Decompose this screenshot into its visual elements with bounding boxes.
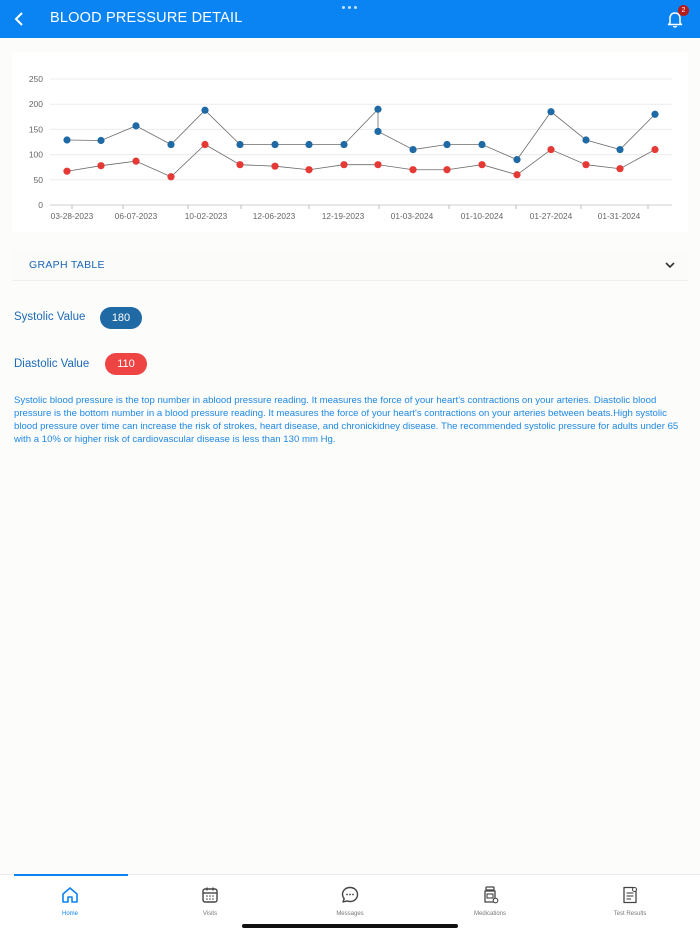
systolic-data-point [201, 107, 208, 114]
document-icon [620, 885, 640, 905]
systolic-data-point [478, 141, 485, 148]
systolic-data-point [305, 141, 312, 148]
diastolic-data-point [513, 171, 520, 178]
diastolic-data-point [97, 162, 104, 169]
tab-visits[interactable] [160, 875, 260, 925]
systolic-label: Systolic Value [14, 311, 86, 323]
graph-table-label: GRAPH TABLE [29, 259, 105, 271]
systolic-data-point [513, 156, 520, 163]
systolic-data-point [582, 136, 589, 143]
tab-messages-label: Messages [336, 911, 364, 917]
diastolic-data-point [201, 141, 208, 148]
blood-pressure-chart [12, 52, 688, 232]
graph-table-toggle[interactable] [12, 250, 688, 281]
tab-test-results[interactable] [580, 875, 680, 925]
diastolic-data-point [547, 146, 554, 153]
y-tick-label: 0 [38, 200, 43, 210]
systolic-data-point [374, 106, 381, 113]
systolic-data-point [167, 141, 174, 148]
x-tick-label: 01-27-2024 [529, 211, 573, 221]
systolic-data-point [271, 141, 278, 148]
x-tick-label: 03-28-2023 [50, 211, 94, 221]
diastolic-data-point [63, 168, 70, 175]
chevron-left-icon [13, 11, 25, 27]
notification-badge: 2 [678, 5, 689, 16]
x-tick-label: 01-10-2024 [460, 211, 504, 221]
diastolic-data-point [478, 161, 485, 168]
x-tick-label: 12-19-2023 [321, 211, 365, 221]
x-tick-label: 01-31-2024 [597, 211, 641, 221]
tab-messages[interactable] [300, 875, 400, 925]
x-tick-label: 10-02-2023 [184, 211, 228, 221]
systolic-data-point [547, 108, 554, 115]
diastolic-data-point [374, 161, 381, 168]
back-button[interactable] [8, 8, 30, 30]
diastolic-data-point [271, 163, 278, 170]
window-grabber-icon[interactable] [342, 6, 357, 9]
systolic-data-point [443, 141, 450, 148]
diastolic-series-line [67, 145, 655, 177]
diastolic-data-point [132, 158, 139, 165]
x-tick-label: 01-03-2024 [390, 211, 434, 221]
systolic-data-point [616, 146, 623, 153]
systolic-data-point [374, 128, 381, 135]
diastolic-label: Diastolic Value [14, 358, 90, 370]
diastolic-data-point [443, 166, 450, 173]
diastolic-data-point [616, 165, 623, 172]
x-tick-label: 12-06-2023 [252, 211, 296, 221]
diastolic-data-point [167, 173, 174, 180]
systolic-data-point [132, 122, 139, 129]
systolic-value-badge: 180 [100, 307, 142, 329]
home-icon [60, 885, 80, 905]
page-title: BLOOD PRESSURE DETAIL [50, 10, 243, 26]
tab-test-results-label: Test Results [613, 911, 647, 917]
top-app-bar [0, 0, 700, 38]
blood-pressure-description: Systolic blood pressure is the top number in ablood pressure reading. It measures the force of your heart's contractions on your arteries. Diastolic blood pressure is the bottom number in a blood pressure reading. It measures the force of your heart's contractions on your arteries between beats.High systolic blood pressure over time can increase the risk of strokes, heart disease, and chronickidney disease. The recommended systolic pressure for adults under 65 with a 10% or higher risk of cardiovascular disease is less than 130 mm Hg. [14, 395, 679, 445]
y-tick-label: 150 [28, 124, 43, 135]
diastolic-data-point [582, 161, 589, 168]
tab-home-label: Home [61, 911, 78, 917]
diastolic-value-badge: 110 [105, 353, 147, 375]
tab-home[interactable] [20, 875, 120, 925]
systolic-data-point [409, 146, 416, 153]
systolic-data-point [340, 141, 347, 148]
home-indicator [242, 924, 458, 928]
diastolic-data-point [236, 161, 243, 168]
calendar-icon [200, 885, 220, 905]
tab-visits-label: Visits [202, 911, 218, 917]
diastolic-data-point [340, 161, 347, 168]
pill-bottle-icon [480, 885, 500, 905]
tab-medications-label: Medications [473, 911, 506, 917]
y-tick-label: 50 [33, 174, 43, 185]
systolic-data-point [97, 137, 104, 144]
y-tick-label: 250 [28, 74, 43, 84]
x-tick-label: 06-07-2023 [114, 211, 158, 221]
chat-icon [340, 885, 360, 905]
chart-canvas [12, 52, 688, 232]
diastolic-data-point [409, 166, 416, 173]
y-tick-label: 100 [28, 149, 43, 160]
systolic-series-line [67, 109, 655, 159]
chevron-down-icon [664, 259, 676, 271]
tab-medications[interactable] [440, 875, 540, 925]
diastolic-data-point [305, 166, 312, 173]
systolic-data-point [63, 136, 70, 143]
systolic-data-point [651, 111, 658, 118]
systolic-data-point [236, 141, 243, 148]
diastolic-data-point [651, 146, 658, 153]
y-tick-label: 200 [28, 99, 43, 110]
